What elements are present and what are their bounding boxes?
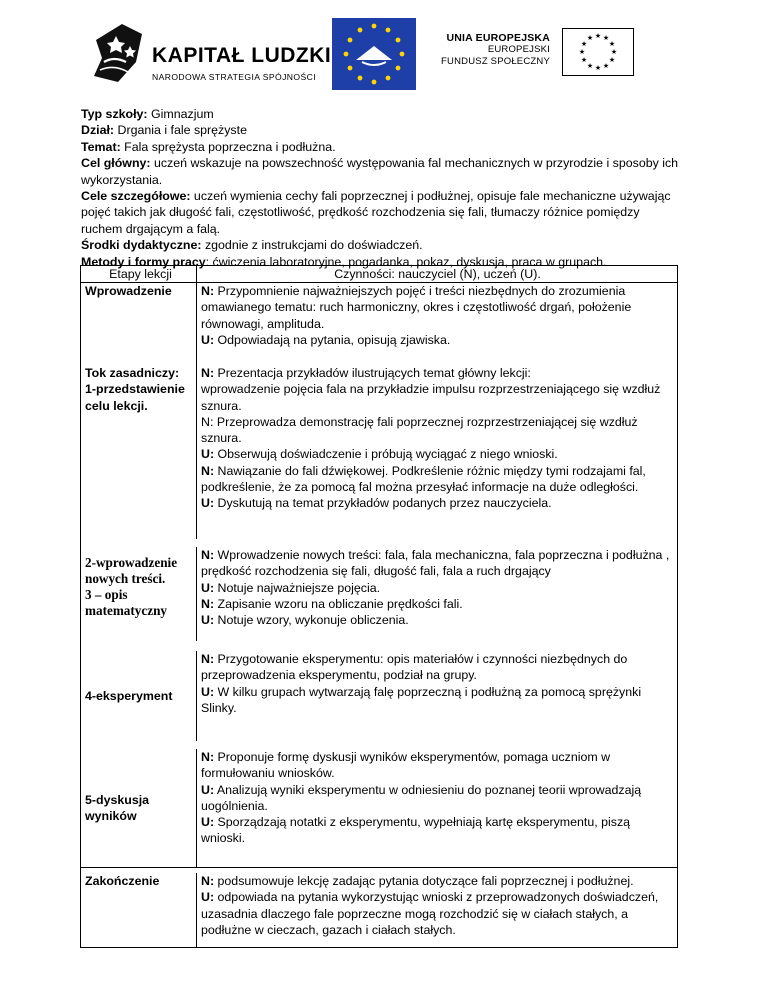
activity-text: N: Przygotowanie eksperymentu: opis materiałów i czynności niezbędnych do przeprowadzenia eksperymentu, podział na grupy. [201, 652, 628, 683]
stage-ending: Zakończenie [85, 874, 160, 888]
activity-text: N: podsumowuje lekcję zadając pytania dotyczące fali poprzecznej i podłużnej. [201, 874, 634, 888]
table-row-intro [81, 283, 677, 365]
main-goal-line: Cel główny: uczeń wskazuje na powszechność występowania fal mechanicznych w przyrodzie i sposoby ich wykorzystania. [81, 156, 679, 187]
activity-text: U: Dyskutują na temat przykładów podanych przez nauczyciela. [201, 496, 552, 511]
kapital-ludzki-title: KAPITAŁ LUDZKI [152, 44, 332, 67]
svg-text:★: ★ [608, 56, 616, 64]
activity-text: U: odpowiada na pytania wykorzystując wnioski z przeprowadzonych doświadczeń, uzasadnia dlaczego fale poprzeczne mogą rozchodzić się w ciałach stałych, a podłużne w cieczach, gazach i ciałach stałych. [201, 890, 659, 937]
activity-text: U: Notuje wzory, wykonuje obliczenia. [201, 613, 409, 628]
stage-new-4: matematyczny [85, 603, 168, 618]
table-row-discussion [81, 741, 677, 867]
activity-text: N: Wprowadzenie nowych treści: fala, fala mechaniczna, fala poprzeczna i podłużna , prędkość rozchodzenia się fali, długość fali, fala a ruch drgający [201, 548, 670, 579]
teaching-aids-line: Środki dydaktyczne: zgodnie z instrukcjami do doświadczeń. [81, 238, 423, 253]
activity-text: wprowadzenie pojęcia fala na przykładzie impulsu rozprzestrzeniającego się wzdłuż sznura. [201, 382, 661, 413]
stage-discussion-2: wyników [85, 809, 137, 823]
svg-text:★: ★ [594, 64, 602, 72]
stage-intro: Wprowadzenie [85, 284, 172, 298]
detailed-goals-line: Cele szczegółowe: uczeń wymienia cechy fali poprzecznej i podłużnej, opisuje fale mechaniczne używając pojęć takich jak długość fali, częstotliwość, prędkość rozchodzenia się fali, tłumaczy różnice pomiędzy ruchem drgającym a falą. [81, 189, 671, 236]
table-header-row [81, 266, 677, 283]
eu-title: UNIA EUROPEJSKA [446, 32, 550, 44]
svg-text:★: ★ [610, 48, 618, 56]
lesson-plan-table [80, 265, 678, 948]
activity-text: U: Odpowiadają na pytania, opisują zjawiska. [201, 332, 451, 347]
table-row-experiment [81, 641, 677, 741]
activity-text: N: Proponuje formę dyskusji wyników eksperymentów, pomaga uczniom w formułowaniu wniosków. [201, 750, 611, 781]
stage-main-3: celu lekcji. [85, 398, 148, 413]
svg-text:★: ★ [594, 32, 602, 40]
stage-experiment: 4-eksperyment [85, 688, 173, 703]
table-row-main [81, 365, 677, 539]
activity-text: N: Przypomnienie najważniejszych pojęć i treści niezbędnych do zrozumienia omawianego tematu: ruch harmoniczny, okres i częstotliwość drgań, położenie równowagi, amplituda. [201, 284, 632, 331]
eu-fund-line1: EUROPEJSKI [487, 44, 550, 55]
topic-line: Temat: Fala sprężysta poprzeczna i podłużna. [81, 139, 336, 154]
activity-text: U: W kilku grupach wytwarzają falę poprzeczną i podłużną za pomocą sprężynki Slinky. [201, 684, 642, 715]
activity-text: U: Notuje najważniejsze pojęcia. [201, 580, 381, 595]
stage-new-3: 3 – opis [85, 587, 128, 602]
school-type-line: Typ szkoły: Gimnazjum [81, 107, 214, 121]
lesson-metadata [81, 106, 681, 270]
table-row-new-content [81, 539, 677, 641]
activity-text: N: Prezentacja przykładów ilustrujących temat główny lekcji: [201, 366, 531, 380]
stage-main-2: 1-przedstawienie [85, 382, 185, 397]
activity-text: U: Obserwują doświadczenie i próbują wyciągać z niego wnioski. [201, 447, 558, 462]
kapital-ludzki-subtitle: NARODOWA STRATEGIA SPÓJNOŚCI [152, 72, 316, 82]
svg-text:★: ★ [586, 34, 594, 42]
stage-discussion-1: 5-dyskusja [85, 792, 150, 807]
svg-text:★: ★ [578, 48, 586, 56]
region-logo [332, 18, 416, 90]
svg-text:★: ★ [602, 62, 610, 70]
activity-text: N: Przeprowadza demonstrację fali poprzecznej rozprzestrzeniającej się wzdłuż sznura. [201, 414, 638, 446]
methods-line: Metody i formy pracy: ćwiczenia laboratoryjne, pogadanka, pokaz, dyskusja, praca w grupach. [81, 254, 607, 269]
kapital-ludzki-logo [92, 22, 332, 86]
eu-logo [438, 28, 634, 80]
svg-text:★: ★ [580, 56, 588, 64]
col-stages-header: Etapy lekcji [81, 266, 197, 282]
stage-new-2: nowych treści. [85, 571, 166, 586]
region-emblem-icon [332, 18, 416, 90]
col-activities-header: Czynności: nauczyciel (N), uczeń (U). [334, 267, 541, 281]
activity-text: N: Zapisanie wzoru na obliczanie prędkości fali. [201, 596, 463, 611]
activity-text: U: Sporządzają notatki z eksperymentu, wypełniają kartę eksperymentu, piszą wnioski. [201, 815, 631, 846]
svg-text:★: ★ [608, 40, 616, 48]
svg-text:★: ★ [586, 62, 594, 70]
activity-text: N: Nawiązanie do fali dźwiękowej. Podkreślenie różnic między tymi rodzajami fal, podkreślenie, że za pomocą fal można przesyłać informacje na duże odległości. [201, 463, 646, 495]
svg-text:★: ★ [580, 40, 588, 48]
kapital-ludzki-emblem-icon [92, 22, 148, 84]
stage-new-1: 2-wprowadzenie [85, 555, 178, 570]
section-line: Dział: Drgania i fale sprężyste [81, 123, 247, 138]
stage-main-1: Tok zasadniczy: [85, 366, 180, 380]
eu-flag-icon [562, 28, 634, 76]
svg-text:★: ★ [602, 34, 610, 42]
table-row-ending [81, 867, 677, 947]
eu-fund-line2: FUNDUSZ SPOŁECZNY [441, 56, 550, 67]
activity-text: U: Analizują wyniki eksperymentu w odniesieniu do poznanej teorii wprowadzają uogólnienia. [201, 782, 642, 813]
